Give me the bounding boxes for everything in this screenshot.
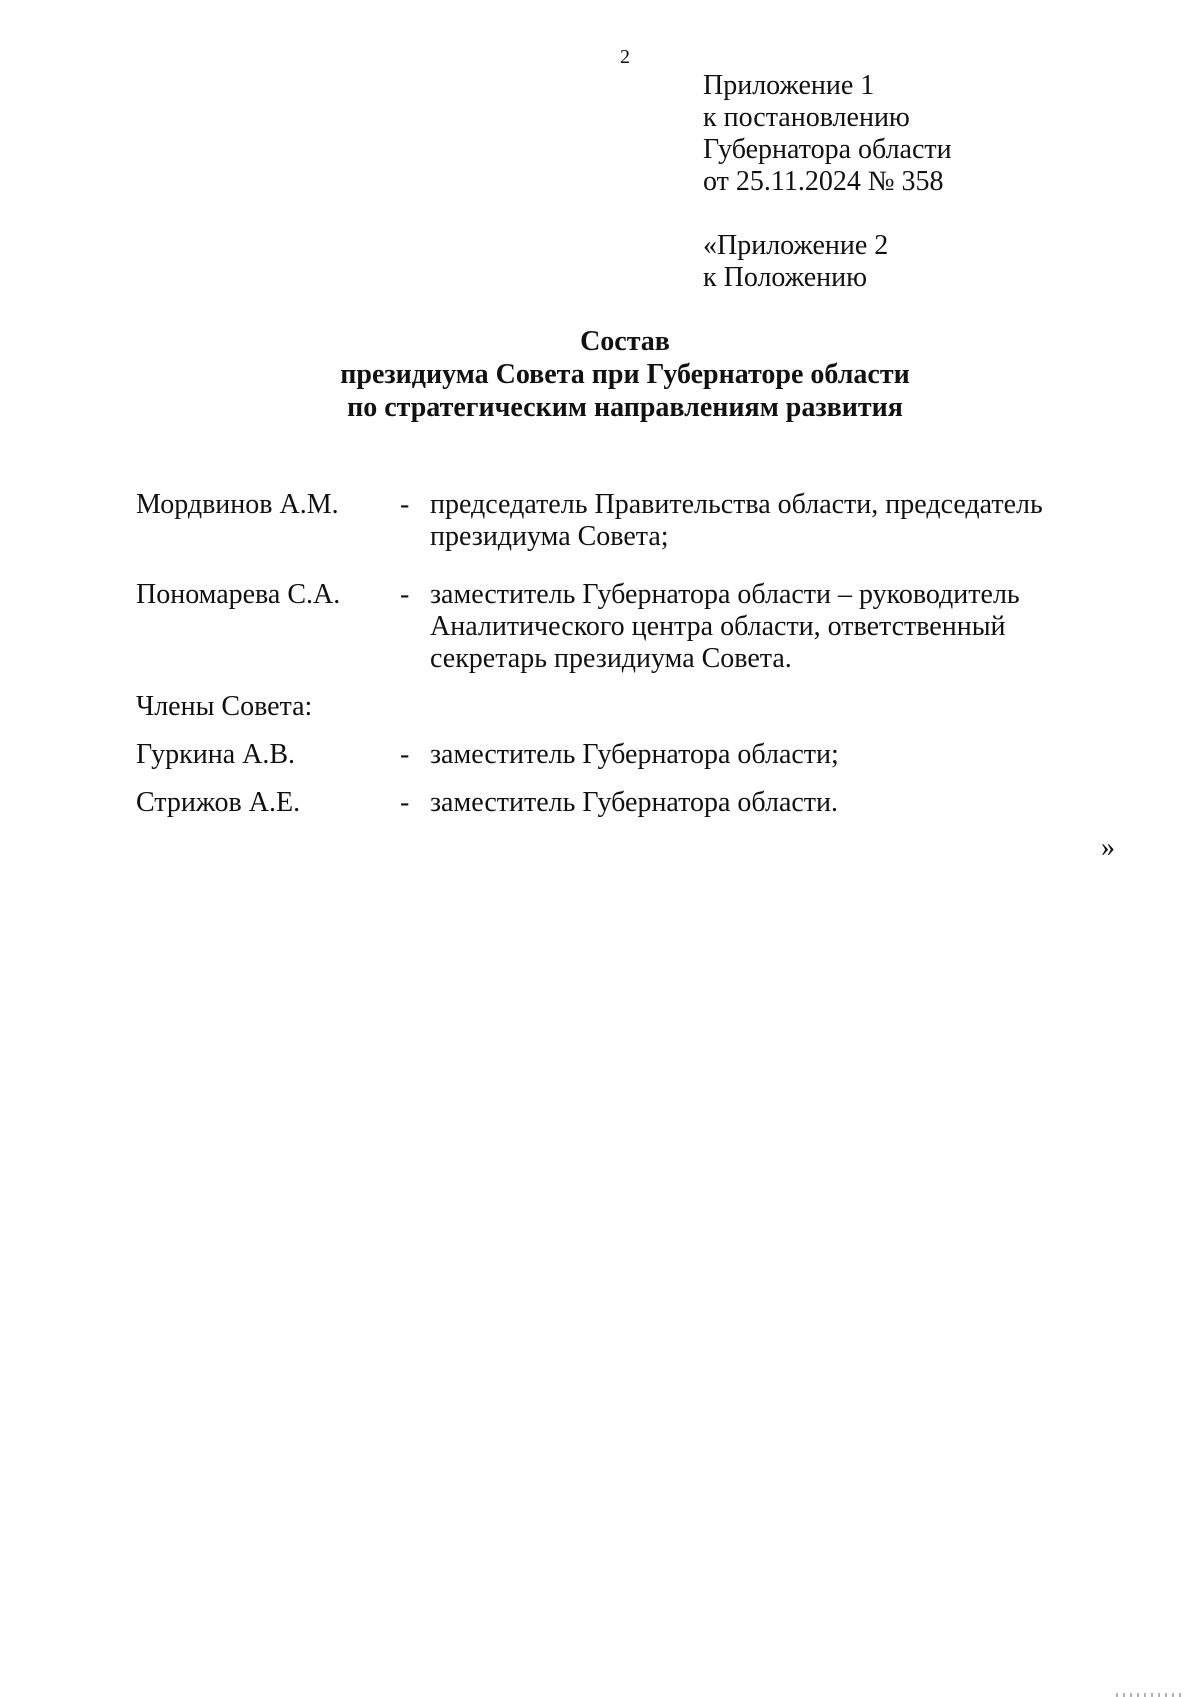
annex-header (703, 70, 952, 294)
member-name: Мордвинов А.М. (136, 489, 339, 520)
annex-spacer (703, 198, 952, 230)
member-position-line: секретарь президиума Совета. (430, 643, 792, 674)
annex-line: Приложение 1 (703, 70, 875, 101)
title-line: по стратегическим направлениям развития (347, 392, 903, 423)
member-dash: - (400, 489, 410, 520)
members-list (136, 489, 1076, 835)
member-position-line: заместитель Губернатора области; (430, 739, 839, 770)
annex-sub-line: «Приложение 2 (703, 230, 889, 261)
annex-sub-line: к Положению (703, 262, 868, 293)
member-row (136, 787, 1076, 819)
member-position-line: заместитель Губернатора области – руководитель (430, 579, 1020, 610)
scan-artifact (1116, 1693, 1186, 1697)
member-position-line: президиума Совета; (430, 521, 669, 552)
member-dash: - (400, 739, 410, 770)
member-row (136, 739, 1076, 771)
annex-line: к постановлению (703, 102, 910, 133)
member-dash: - (400, 579, 410, 610)
member-name: Стрижов А.Е. (136, 787, 301, 818)
annex-line: от 25.11.2024 № 358 (703, 166, 944, 197)
member-position (430, 739, 1076, 771)
title-line: Состав (580, 326, 670, 357)
annex-line: Губернатора области (703, 134, 952, 165)
member-dash: - (400, 787, 410, 818)
member-position (430, 787, 1076, 819)
closing-quote: » (1101, 832, 1115, 863)
member-position-line: заместитель Губернатора области. (430, 787, 839, 818)
page-number: 2 (620, 46, 630, 68)
title-line: президиума Совета при Губернаторе области (340, 359, 910, 390)
member-name: Гуркина А.В. (136, 739, 296, 770)
member-name: Пономарева С.А. (136, 579, 341, 610)
member-row (136, 489, 1076, 553)
member-position (430, 489, 1076, 553)
member-row (136, 579, 1076, 675)
document-title (0, 325, 1200, 424)
member-position (430, 579, 1076, 675)
member-position-line: Аналитического центра области, ответственный (430, 611, 1006, 642)
member-position-line: председатель Правительства области, председатель (430, 489, 1043, 520)
council-members-heading: Члены Совета: (136, 691, 313, 722)
